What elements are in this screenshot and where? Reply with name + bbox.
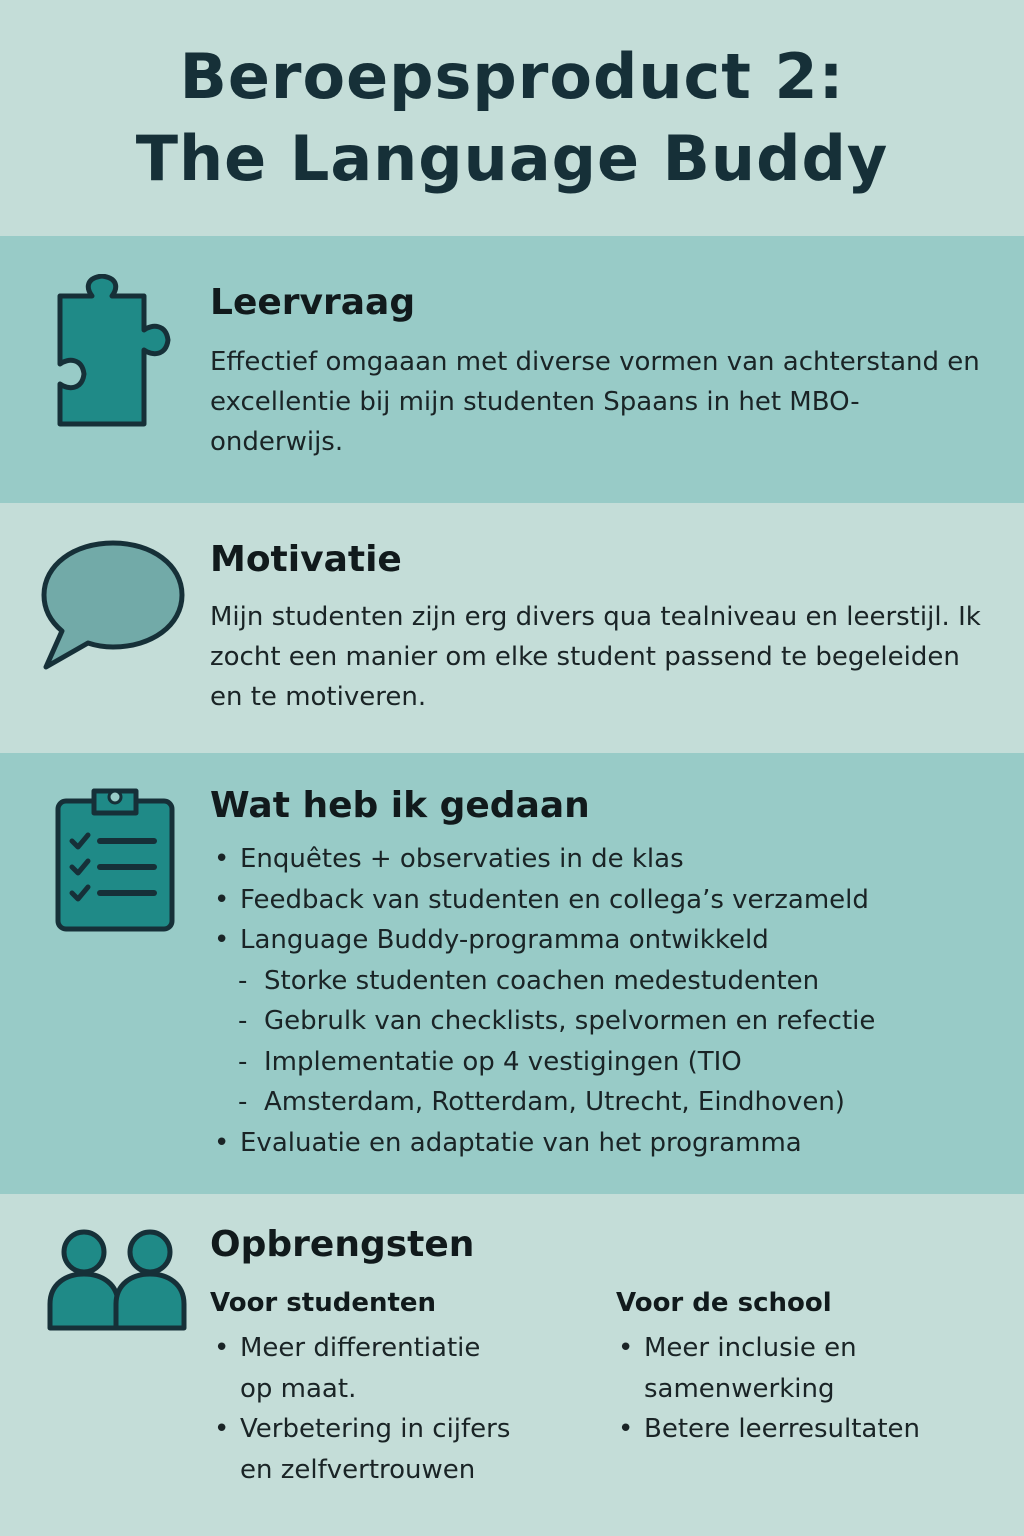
list-item: • Feedback van studenten en collega’s verzameld (210, 880, 1000, 921)
leervraag-heading: Leervraag (210, 282, 416, 323)
title-section (0, 0, 1024, 236)
list-item-continuation: samenwerking (644, 1373, 835, 1404)
opbrengsten-section (0, 1194, 1024, 1536)
list-item-continuation: op maat. (240, 1373, 357, 1404)
puzzle-piece-icon (52, 274, 172, 430)
motivatie-heading: Motivatie (210, 539, 402, 580)
people-icon (46, 1228, 188, 1332)
speech-bubble-icon (40, 539, 186, 675)
leervraag-section (0, 236, 1024, 503)
motivatie-text: Mijn studenten zijn erg divers qua tealniveau en leerstijl. Ik zocht een manier om elke student passend te begeleiden en te motiveren. (210, 602, 981, 712)
motivatie-section (0, 503, 1024, 753)
title-line-2: The Language Buddy (135, 122, 889, 195)
list-item: • Evaluatie en adaptatie van het programma (210, 1123, 1000, 1164)
sub-list-item-continued (210, 1082, 1000, 1123)
list-item: • Meer differentiatie (210, 1328, 590, 1369)
list-item: • Meer inclusie en (614, 1328, 1004, 1369)
sub-list-item: - Storke studenten coachen medestudenten (210, 961, 1000, 1002)
list-item: • Enquêtes + observaties in de klas (210, 839, 1000, 880)
leervraag-text: Effectief omgaaan met diverse vormen van achterstand en excellentie bij mijn studenten Spaans in het MBO-onderwijs. (210, 347, 980, 457)
list-item-continuation: en zelfvertrouwen (240, 1454, 476, 1485)
list-item: • Language Buddy-programma ontwikkeld (210, 920, 1000, 961)
opbrengsten-heading: Opbrengsten (210, 1224, 475, 1265)
studenten-subheading: Voor studenten (210, 1288, 437, 1318)
studenten-list (210, 1328, 590, 1490)
gedaan-heading: Wat heb ik gedaan (210, 785, 590, 826)
page-title (0, 36, 1024, 200)
sub-list-item-continuation: Amsterdam, Rotterdam, Utrecht, Eindhoven) (264, 1087, 845, 1117)
sub-list-item: - Implementatie op 4 vestigingen (TIO (210, 1042, 1000, 1083)
clipboard-checklist-icon (54, 785, 176, 933)
gedaan-section (0, 753, 1024, 1194)
list-item: • Verbetering in cijfers (210, 1409, 590, 1450)
sub-list-item: - Gebrulk van checklists, spelvormen en refectie (210, 1001, 1000, 1042)
gedaan-list (210, 839, 1000, 1163)
list-item: • Betere leerresultaten (614, 1409, 1004, 1450)
title-line-1: Beroepsproduct 2: (179, 40, 845, 113)
school-list (614, 1328, 1004, 1450)
school-subheading: Voor de school (616, 1288, 832, 1318)
